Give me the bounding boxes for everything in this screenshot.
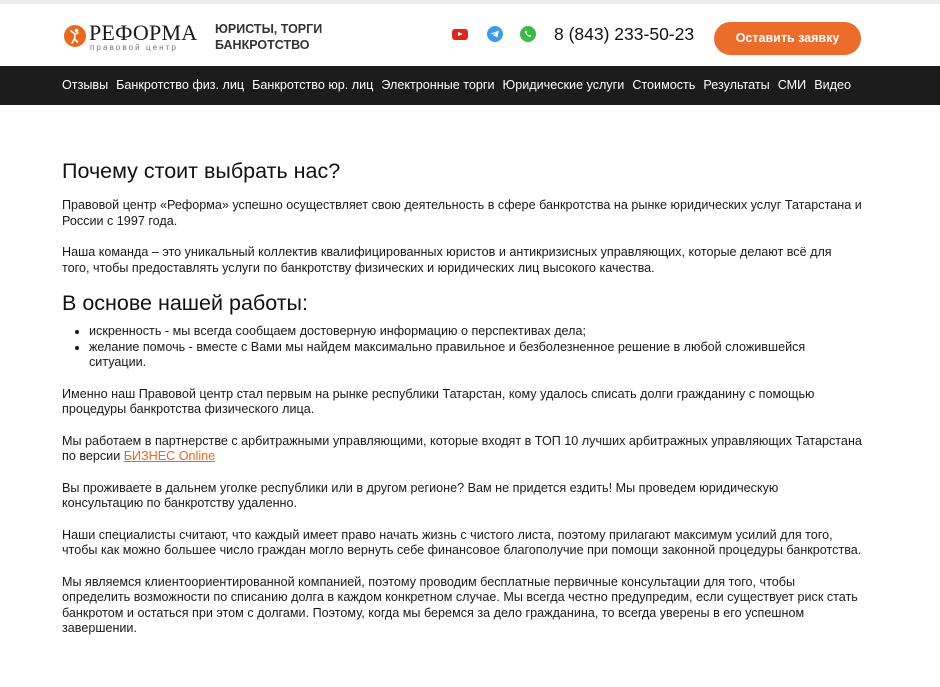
nav-item-bankruptcy-companies[interactable]: Банкротство юр. лиц <box>252 78 374 92</box>
leave-request-button[interactable]: Оставить заявку <box>714 22 861 55</box>
logo-runner-icon <box>64 25 86 47</box>
logo-title: РЕФОРМА <box>89 20 198 45</box>
nav-item-results[interactable]: Результаты <box>703 78 770 92</box>
main-content <box>62 158 862 637</box>
tagline <box>215 21 365 53</box>
partners-text: Мы работаем в партнерстве с арбитражными управляющими, которые входят в ТОП 10 лучших арбитражных управляющих Татарстана по версии <box>62 433 862 463</box>
telegram-icon[interactable] <box>487 26 503 42</box>
list-item: • желание помочь - вместе с Вами мы найдем максимально правильное и безболезненное решение в любой сложившейся ситуации. <box>89 340 862 371</box>
tagline-line1: ЮРИСТЫ, ТОРГИ <box>215 22 323 36</box>
logo[interactable] <box>64 20 198 53</box>
principles-list <box>62 324 862 371</box>
intro-paragraph: Правовой центр «Реформа» успешно осуществляет свою деятельность в сфере банкротства на рынке юридических услуг Татарстана и России с 1997 года. <box>62 198 862 228</box>
logo-subtitle: правовой центр <box>90 43 179 52</box>
nav-item-reviews[interactable]: Отзывы <box>62 78 109 92</box>
whatsapp-icon[interactable] <box>520 26 536 42</box>
list-item: • искренность - мы всегда сообщаем достоверную информацию о перспективах дела; <box>89 324 862 340</box>
nav-item-video[interactable]: Видео <box>814 78 851 92</box>
nav-item-bankruptcy-individuals[interactable]: Банкротство физ. лиц <box>116 78 245 92</box>
site-header <box>0 4 940 66</box>
nav-item-pricing[interactable]: Стоимость <box>632 78 696 92</box>
phone-number[interactable]: 8 (843) 233-50-23 <box>554 24 695 44</box>
client-oriented-paragraph: Мы являемся клиентоориентированной компанией, поэтому проводим бесплатные первичные консультации для того, чтобы определить возможности по списанию долга в каждом конкретном случае. Мы всегда честно предупредим, если существует риск стать банкротом и остаться при этом с долгами. Поэтому, когда мы беремся за дело гражданина, то всегда уверены в его успешном завершении. <box>62 574 858 635</box>
youtube-icon[interactable] <box>452 29 468 40</box>
nav-item-media[interactable]: СМИ <box>777 78 807 92</box>
tagline-line2: БАНКРОТСТВО <box>215 38 310 52</box>
partners-paragraph <box>62 434 862 465</box>
nav-item-electronic-auctions[interactable]: Электронные торги <box>381 78 495 92</box>
main-nav <box>0 66 940 105</box>
nav-item-legal-services[interactable]: Юридические услуги <box>502 78 625 92</box>
remote-paragraph: Вы проживаете в дальнем уголке республики или в другом регионе? Вам не придется ездить! Мы проведем юридическую консультацию по банкротству удаленно. <box>62 480 779 510</box>
specialists-paragraph: Наши специалисты считают, что каждый имеет право начать жизнь с чистого листа, поэтому прилагают максимум усилий для того, чтобы как можно большее число граждан могло вернуть себе финансовое благополучие при помощи законной процедуры банкротства. <box>62 527 862 557</box>
business-online-link[interactable]: БИЗНЕС Online <box>123 449 216 463</box>
page-heading: Почему стоит выбрать нас? <box>62 159 341 183</box>
team-paragraph: Наша команда – это уникальный коллектив квалифицированных юристов и антикризисных управляющих, которые делают всё для того, чтобы предоставлять услуги по банкротству физических и юридических лиц высокого качества. <box>62 245 832 275</box>
section-heading: В основе нашей работы: <box>62 291 308 315</box>
first-in-region-paragraph: Именно наш Правовой центр стал первым на рынке республики Татарстан, кому удалось списать долги гражданину с помощью процедуры банкротства физического лица. <box>62 386 815 416</box>
